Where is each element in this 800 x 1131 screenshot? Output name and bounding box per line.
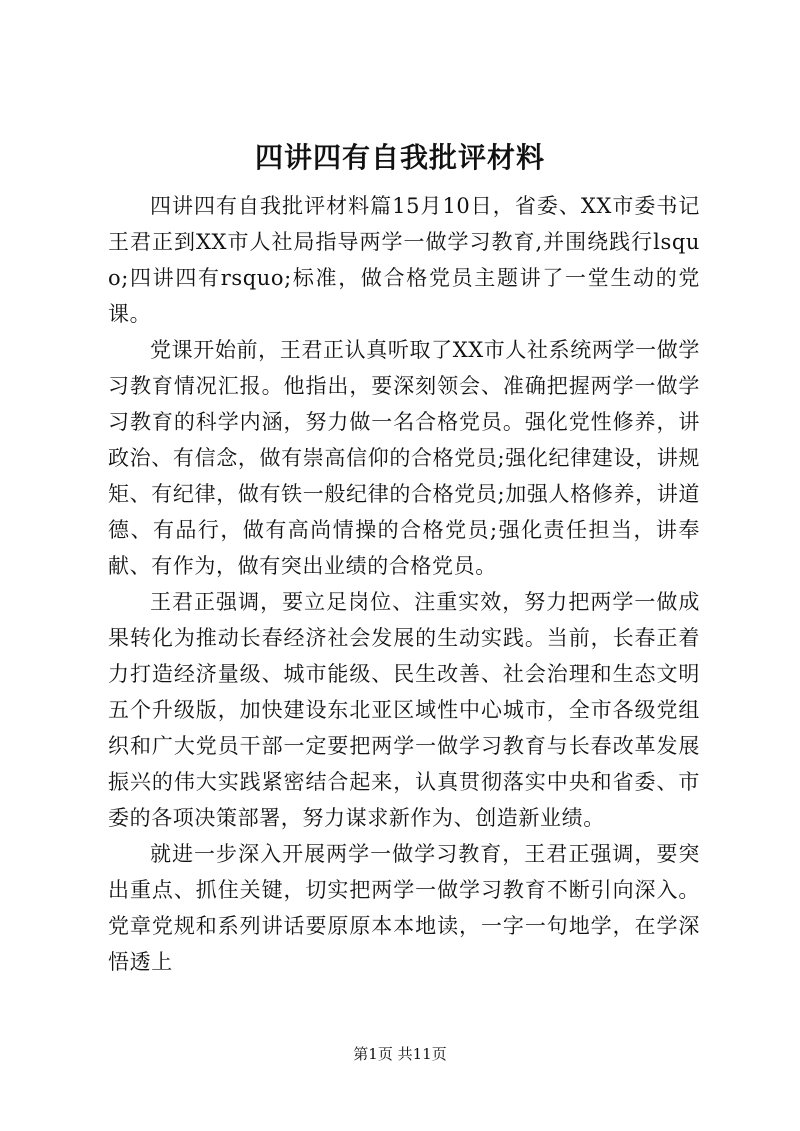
paragraph-4: 就进一步深入开展两学一做学习教育，王君正强调，要突出重点、抓住关键，切实把两学一做学习教育不断引向深入。党章党规和系列讲话要原原本本地读，一字一句地学，在学深悟透上: [108, 842, 700, 974]
document-body: [108, 188, 700, 980]
document-title: 四讲四有自我批评材料: [254, 141, 545, 174]
paragraph-1: 四讲四有自我批评材料篇15月10日，省委、XX市委书记王君正到XX市人社局指导两学一做学习教育,并围绕践行lsquo;四讲四有rsquo;标准，做合格党员主题讲了一堂生动的党课。: [108, 194, 700, 326]
paragraph-2: 党课开始前，王君正认真听取了XX市人社系统两学一做学习教育情况汇报。他指出，要深刻领会、准确把握两学一做学习教育的科学内涵，努力做一名合格党员。强化党性修养，讲政治、有信念，做有崇高信仰的合格党员;强化纪律建设，讲规矩、有纪律，做有铁一般纪律的合格党员;加强人格修养，讲道德、有品行，做有高尚情操的合格党员;强化责任担当，讲奉献、有作为，做有突出业绩的合格党员。: [108, 338, 700, 578]
page-number: 第1页 共11页: [353, 1045, 447, 1063]
page-footer: [0, 1044, 800, 1064]
paragraph-3: 王君正强调，要立足岗位、注重实效，努力把两学一做成果转化为推动长春经济社会发展的生动实践。当前，长春正着力打造经济量级、城市能级、民生改善、社会治理和生态文明五个升级版，加快建设东北亚区域性中心城市，全市各级党组织和广大党员干部一定要把两学一做学习教育与长春改革发展振兴的伟大实践紧密结合起来，认真贯彻落实中央和省委、市委的各项决策部署，努力谋求新作为、创造新业绩。: [108, 590, 700, 830]
